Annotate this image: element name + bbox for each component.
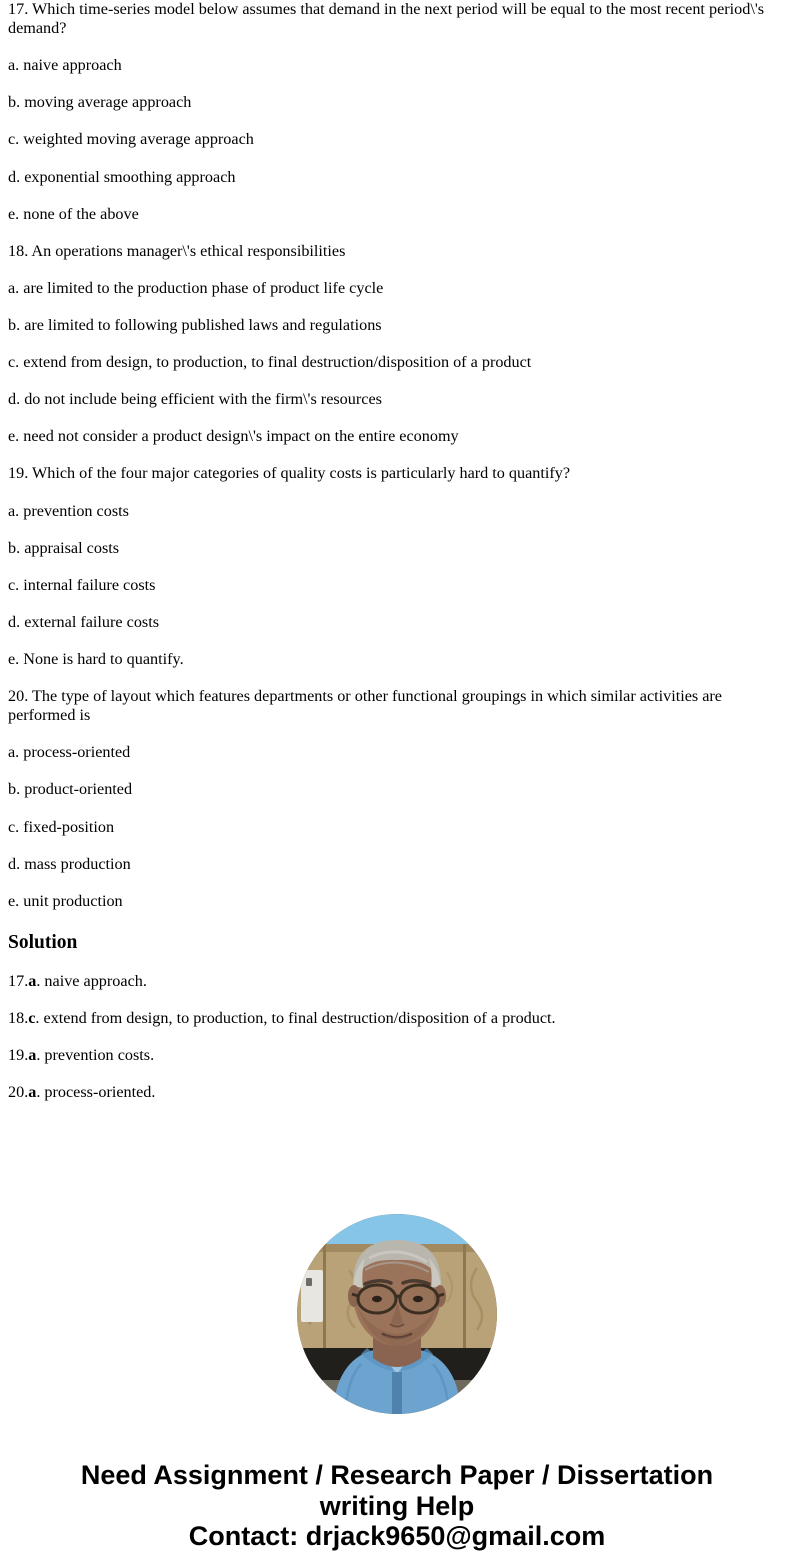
solution-answer-20-letter: a xyxy=(28,1083,37,1102)
question-stem-18: 18. An operations manager\'s ethical responsibilities xyxy=(8,241,346,260)
question-20-option-a[interactable]: a. process-oriented xyxy=(8,743,131,762)
question-18-option-c[interactable]: c. extend from design, to production, to final destruction/disposition of a product xyxy=(8,353,532,372)
question-20-option-e[interactable]: e. unit production xyxy=(8,891,123,910)
promo-footer-line-1: Need Assignment / Research Paper / Dissertation xyxy=(80,1460,714,1491)
promo-footer-line-3: Contact: drjack9650@gmail.com xyxy=(188,1521,606,1552)
solution-answer-18 xyxy=(8,1009,786,1028)
question-17-option-b[interactable]: b. moving average approach xyxy=(8,93,192,112)
solution-answer-20-number: 20. xyxy=(8,1083,29,1102)
solution-answer-17-text: . naive approach. xyxy=(36,971,147,990)
question-18-option-d[interactable]: d. do not include being efficient with the firm\'s resources xyxy=(8,390,382,409)
question-stem-17: 17. Which time-series model below assumes that demand in the next period will be equal to the most recent period\'s demand? xyxy=(8,0,765,38)
question-20-option-d[interactable]: d. mass production xyxy=(8,854,131,873)
question-19-option-b[interactable]: b. appraisal costs xyxy=(8,538,120,557)
question-20-option-c[interactable]: c. fixed-position xyxy=(8,817,115,836)
solution-answer-18-text: . extend from design, to production, to final destruction/disposition of a product. xyxy=(35,1008,556,1027)
solution-answer-19 xyxy=(8,1046,786,1065)
solution-answer-17 xyxy=(8,972,786,991)
promo-footer-line-2: writing Help xyxy=(319,1490,475,1521)
question-18-option-a[interactable]: a. are limited to the production phase of product life cycle xyxy=(8,278,384,297)
solution-answer-19-text: . prevention costs. xyxy=(36,1046,155,1065)
solution-answer-19-number: 19. xyxy=(8,1046,29,1065)
question-19-option-c[interactable]: c. internal failure costs xyxy=(8,575,156,594)
question-stem-20: 20. The type of layout which features departments or other functional groupings in which similar activities are performed is xyxy=(8,687,722,725)
question-18-option-e[interactable]: e. need not consider a product design\'s impact on the entire economy xyxy=(8,427,459,446)
question-18-option-b[interactable]: b. are limited to following published laws and regulations xyxy=(8,315,382,334)
solution-answer-17-number: 17. xyxy=(8,971,29,990)
solution-answer-19-letter: a xyxy=(28,1046,37,1065)
avatar xyxy=(297,1214,497,1414)
solution-answer-20-text: . process-oriented. xyxy=(36,1083,156,1102)
solution-heading: Solution xyxy=(8,931,78,953)
question-20-option-b[interactable]: b. product-oriented xyxy=(8,780,133,799)
solution-answer-18-number: 18. xyxy=(8,1008,29,1027)
solution-answer-17-letter: a xyxy=(28,971,37,990)
question-17-option-c[interactable]: c. weighted moving average approach xyxy=(8,130,254,149)
question-17-option-d[interactable]: d. exponential smoothing approach xyxy=(8,167,236,186)
solution-answer-18-letter: c xyxy=(28,1008,36,1027)
question-19-option-a[interactable]: a. prevention costs xyxy=(8,501,129,520)
question-19-option-d[interactable]: d. external failure costs xyxy=(8,612,160,631)
question-17-option-a[interactable]: a. naive approach xyxy=(8,56,122,75)
question-17-option-e[interactable]: e. none of the above xyxy=(8,204,139,223)
promo-footer xyxy=(0,1460,794,1552)
question-stem-19: 19. Which of the four major categories of quality costs is particularly hard to quantify? xyxy=(8,464,571,483)
avatar-portrait-icon xyxy=(297,1214,497,1414)
question-19-option-e[interactable]: e. None is hard to quantify. xyxy=(8,649,184,668)
promo-avatar-container xyxy=(0,1214,794,1414)
solution-answer-20 xyxy=(8,1083,786,1102)
